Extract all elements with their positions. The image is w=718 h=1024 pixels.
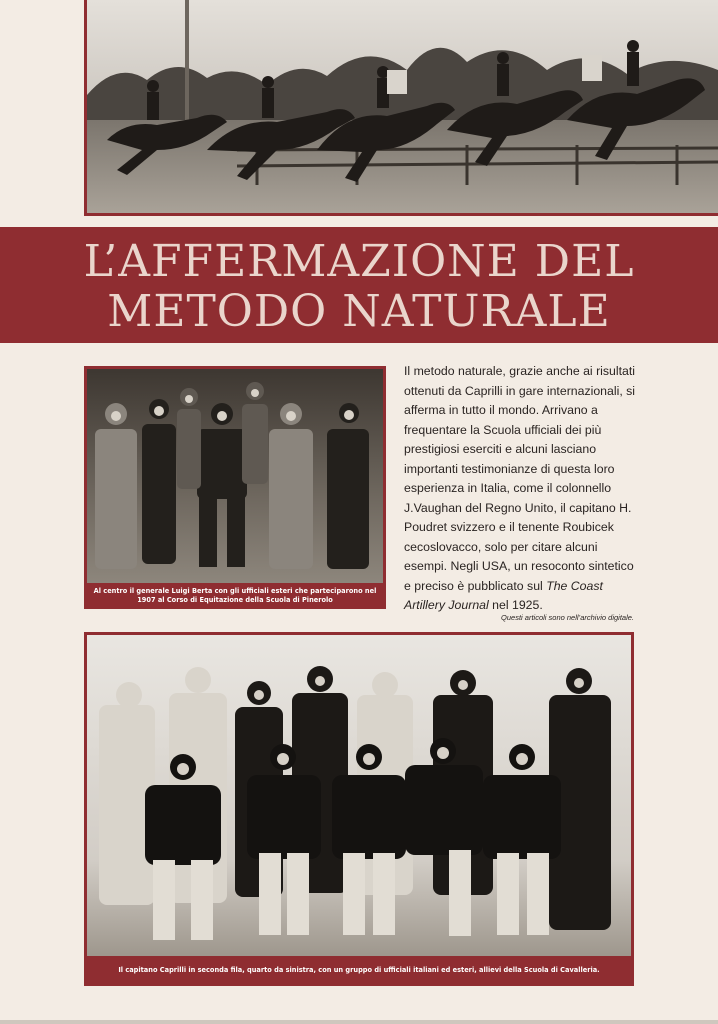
title-banner bbox=[0, 227, 718, 343]
article-body-text: Il metodo naturale, grazie anche ai risultati ottenuti da Caprilli in gare internazionali, si afferma in tutto il mondo. Arrivano a frequentare la Scuola ufficiali dei più prestigiosi eserciti e alcuni lasciano importanti testimonianze di questa loro esperienza in Italia, come il colonnello J.Vaughan del Regno Unito, il capitano H. Poudret svizzero e il tenente Roubicek cecoslovacco, solo per citare alcuni esempi. Negli USA, un resoconto sintetico e preciso è pubblicato sul bbox=[404, 364, 636, 593]
caprilli-group-photo bbox=[87, 635, 631, 956]
officers-photo-frame bbox=[84, 366, 386, 609]
group-photo-frame bbox=[84, 632, 634, 986]
foreign-officers-photo bbox=[87, 369, 383, 583]
article-body-end: nel 1925. bbox=[488, 598, 543, 612]
page-title-line-1: L’AFFERMAZIONE DEL bbox=[83, 236, 635, 287]
officers-photo-caption: Al centro il generale Luigi Berta con gli ufficiali esteri che parteciparono nel 1907 al Corso di Equitazione della Scuola di Pinerolo bbox=[87, 583, 383, 609]
page-bottom-rule bbox=[0, 1020, 718, 1024]
page-title-line-2: METODO NATURALE bbox=[107, 286, 611, 337]
top-photo-frame bbox=[84, 0, 718, 216]
horses-jumping-photo bbox=[87, 0, 718, 213]
article-body bbox=[404, 362, 640, 616]
journal-title: The Coast Artillery Journal bbox=[404, 578, 603, 612]
archive-note: Questi articoli sono nell’archivio digitale. bbox=[501, 613, 634, 622]
group-photo-caption: Il capitano Caprilli in seconda fila, quarto da sinistra, con un gruppo di ufficiali italiani ed esteri, allievi della Scuola di Cavalleria. bbox=[87, 956, 631, 986]
